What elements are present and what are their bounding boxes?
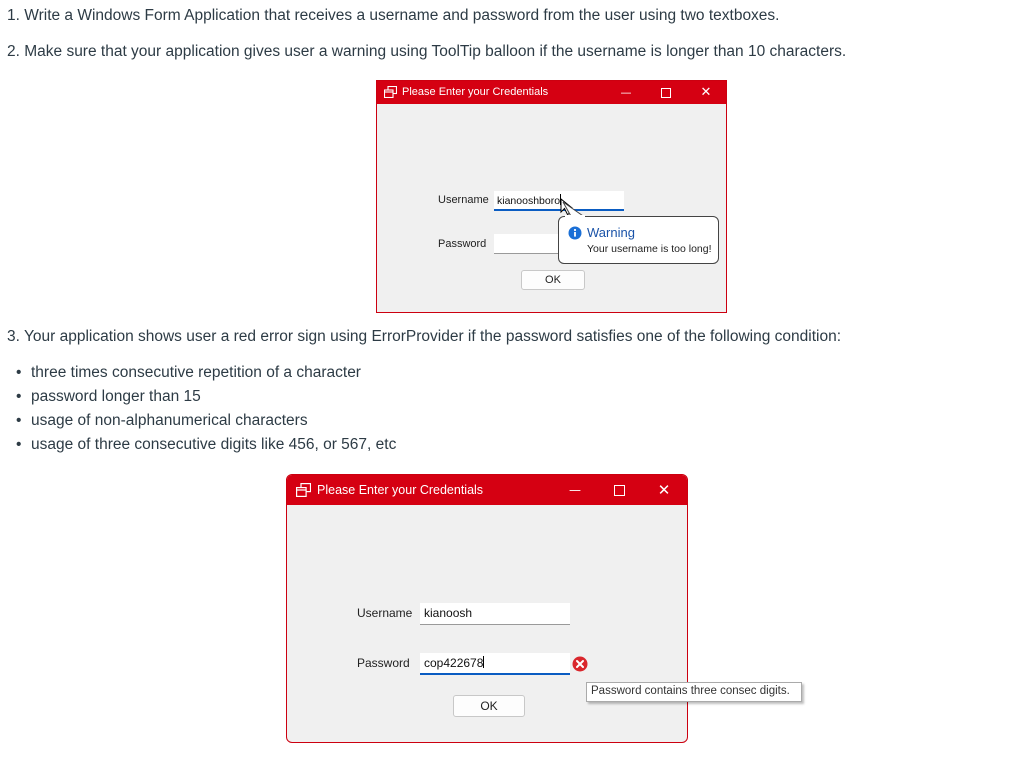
balloon-message: Your username is too long! — [587, 243, 712, 255]
screenshot-2-title: Please Enter your Credentials — [317, 483, 484, 497]
username-input[interactable] — [420, 603, 570, 625]
minimize-icon[interactable]: — — [569, 483, 581, 497]
list-item: • usage of non-alphanumerical characters — [16, 412, 308, 429]
ok-button-label: OK — [545, 274, 561, 286]
ok-button-label: OK — [480, 699, 498, 713]
text-cursor — [483, 656, 484, 668]
warning-tooltip-balloon — [558, 216, 719, 264]
password-input-value: cop422678 — [424, 656, 484, 670]
username-input-value: kianoosh — [424, 606, 473, 620]
close-icon[interactable]: ✕ — [657, 481, 671, 499]
app-window-icon — [384, 86, 397, 98]
instruction-2: 2. Make sure that your application gives user a warning using ToolTip balloon if the username is longer than 10 characters. — [7, 43, 847, 60]
username-label: Username — [438, 194, 489, 206]
screenshot-2-window — [286, 474, 688, 743]
error-icon — [572, 656, 588, 672]
error-tooltip — [586, 682, 802, 702]
ok-button[interactable] — [521, 270, 585, 290]
app-window-icon — [296, 483, 311, 497]
screenshot-1-window — [376, 80, 727, 313]
screenshot-2-titlebar — [287, 475, 687, 505]
password-label: Password — [357, 656, 410, 670]
maximize-icon[interactable] — [607, 475, 631, 505]
conditions-list — [16, 363, 396, 459]
list-item: • password longer than 15 — [16, 388, 201, 405]
minimize-icon[interactable]: — — [620, 86, 632, 99]
maximize-icon[interactable] — [655, 81, 677, 104]
error-tooltip-text: Password contains three consec digits. — [591, 685, 790, 697]
instruction-3: 3. Your application shows user a red error sign using ErrorProvider if the password satisfies one of the following condition: — [7, 328, 842, 345]
username-input-value: kianooshboro — [497, 195, 561, 207]
list-item: • usage of three consecutive digits like 456, or 567, etc — [16, 436, 397, 453]
screenshot-1-titlebar — [377, 81, 726, 104]
screenshot-1-title: Please Enter your Credentials — [402, 86, 549, 98]
password-input[interactable] — [420, 653, 570, 675]
username-label: Username — [357, 606, 413, 620]
password-label: Password — [438, 238, 487, 250]
ok-button[interactable] — [453, 695, 525, 717]
info-icon — [568, 226, 582, 240]
balloon-title: Warning — [587, 225, 635, 240]
close-icon[interactable]: ✕ — [700, 85, 712, 100]
list-item: • three times consecutive repetition of a character — [16, 364, 361, 381]
instruction-1: 1. Write a Windows Form Application that receives a username and password from the user using two textboxes. — [7, 7, 780, 24]
balloon-pointer-seam — [565, 215, 585, 217]
